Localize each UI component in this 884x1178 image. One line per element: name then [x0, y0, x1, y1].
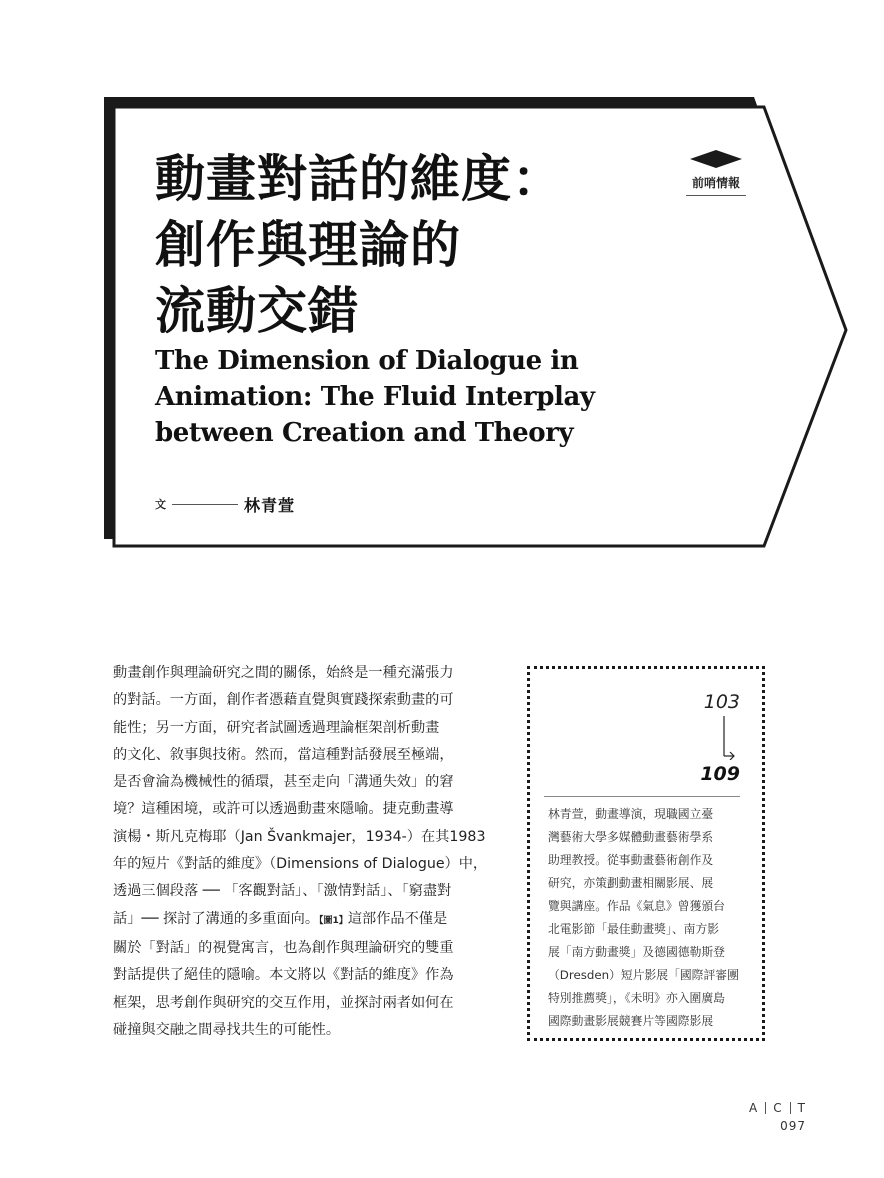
title-chinese-line-2: 創作與理論的: [155, 215, 461, 274]
body-line: 對話提供了絕佳的隱喻。本文將以《對話的維度》作為: [113, 967, 454, 984]
title-english-line-1: The Dimension of Dialogue in: [155, 346, 579, 376]
title-chinese-line-3: 流動交錯: [155, 281, 359, 340]
bio-line: 展「南方動畫獎」及德國德勒斯登: [548, 945, 725, 959]
body-line: 動畫創作與理論研究之間的關係，始終是一種充滿張力: [113, 665, 454, 681]
body-line: 的文化、敘事與技術。然而，當這種對話發展至極端，: [113, 746, 454, 763]
title-english: [155, 343, 595, 451]
title-english-line-2: Animation: The Fluid Interplay: [155, 382, 595, 412]
sidebar-divider: [544, 796, 740, 797]
bio-line: 覽與講座。作品《氣息》曾獲頒台: [548, 899, 725, 913]
body-line: 碰撞與交融之間尋找共生的可能性。: [113, 1021, 341, 1038]
author-bio: [548, 803, 748, 1033]
body-line: 年的短片《對話的維度》（Dimensions of Dialogue）中，: [113, 856, 488, 873]
title-english-line-3: between Creation and Theory: [155, 418, 574, 448]
body-line-tail: 這部作品不僅是: [347, 910, 448, 927]
logo-divider: [765, 1102, 766, 1114]
magazine-logo: [749, 1101, 806, 1115]
section-tag: [686, 150, 746, 196]
logo-divider: [790, 1102, 791, 1114]
bio-line: 林青萱，動畫導演，現職國立臺: [548, 807, 714, 821]
page-range-end: 109: [700, 763, 740, 785]
body-line: 能性；另一方面，研究者試圖透過理論框架剖析動畫: [113, 719, 440, 736]
body-line: 透過三個段落 ── 「客觀對話」、「激情對話」、「窮盡對: [113, 883, 452, 900]
body-line: 是否會淪為機械性的循環，甚至走向「溝通失效」的窘: [113, 774, 454, 791]
bio-line: 特別推薦獎」，《未明》亦入圍廣島: [548, 991, 725, 1005]
title-chinese-line-1: 動畫對話的維度：: [155, 149, 563, 208]
article-body: [113, 660, 497, 1044]
diamond-icon: [690, 150, 742, 168]
bio-line: 灣藝術大學多媒體動畫藝術學系: [548, 830, 714, 844]
logo-letter: A: [749, 1101, 759, 1115]
body-line: 的對話。一方面，創作者憑藉直覺與實踐探索動畫的可: [113, 692, 454, 709]
page-range-start: 103: [703, 691, 740, 713]
bio-line: 北電影節「最佳動畫獎」、南方影: [548, 922, 720, 936]
arrow-down-icon: [722, 716, 738, 760]
title-chinese: [155, 146, 563, 344]
bio-line: 助理教授。從事動畫藝術創作及: [548, 853, 714, 867]
logo-letter: T: [797, 1101, 806, 1115]
body-line: 境？這種困境，或許可以透過動畫來隱喻。捷克動畫導: [113, 801, 454, 818]
body-line: 演楊・斯凡克梅耶（Jan Švankmajer，1934-）在其1983: [113, 828, 486, 845]
byline: [155, 494, 295, 514]
page-number: 097: [780, 1119, 806, 1133]
body-line-text: 話」── 探討了溝通的多重面向。: [113, 910, 320, 927]
section-tag-label: 前哨情報: [686, 174, 746, 196]
body-line: 關於「對話」的視覺寓言，也為創作與理論研究的雙重: [113, 939, 454, 956]
logo-letter: C: [773, 1101, 783, 1115]
bio-line: （Dresden）短片影展「國際評審團: [548, 968, 739, 982]
bio-line: 研究，亦策劃動畫相關影展、展: [548, 876, 714, 890]
author-name: 林青萱: [244, 495, 296, 515]
body-line: [113, 906, 497, 935]
bio-line: 國際動畫影展競賽片等國際影展: [548, 1014, 714, 1028]
author-sidebar: [527, 666, 765, 1041]
byline-prefix: 文: [155, 498, 166, 511]
figure-reference: 【圖1】: [319, 915, 348, 926]
byline-rule: [172, 504, 238, 505]
body-line: 框架，思考創作與研究的交互作用，並探討兩者如何在: [113, 994, 454, 1011]
